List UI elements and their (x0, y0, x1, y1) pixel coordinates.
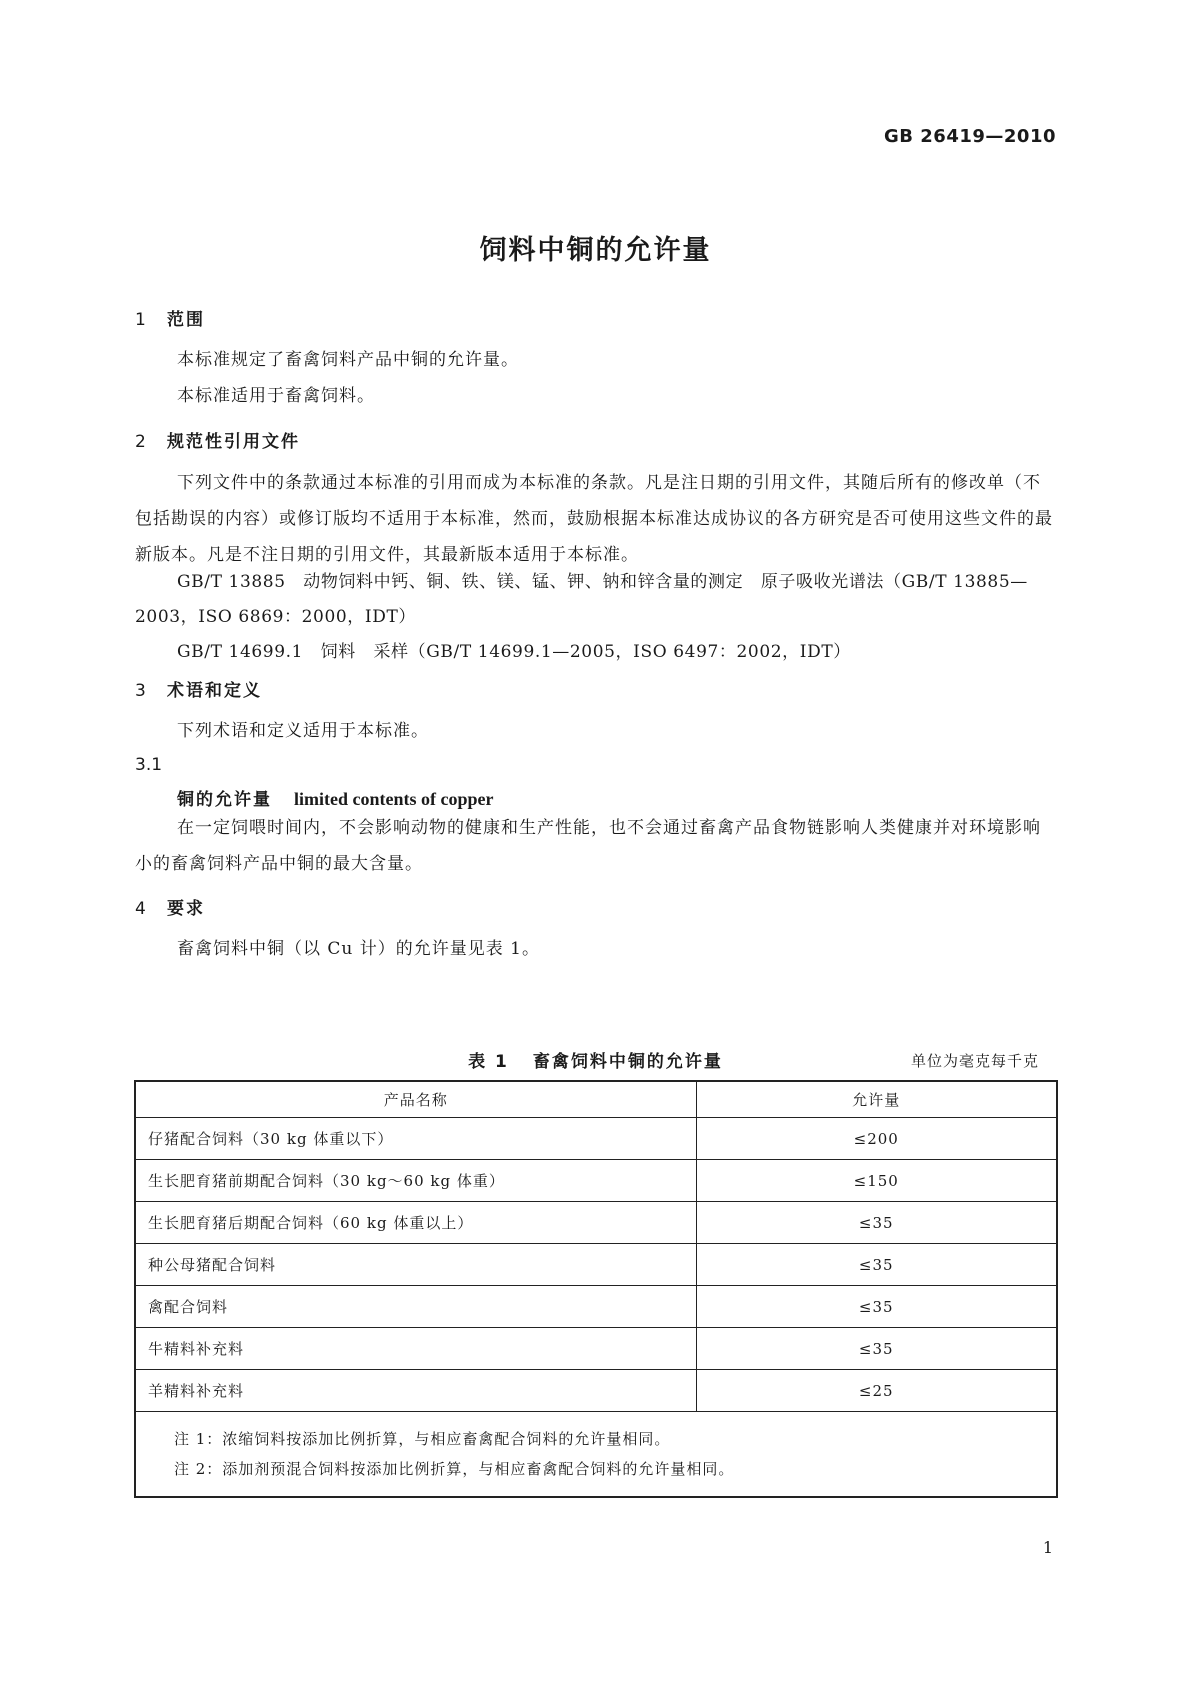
section-2-heading (135, 427, 300, 452)
limit-cell: ≤35 (696, 1202, 1057, 1244)
column-header-product: 产品名称 (135, 1081, 696, 1118)
table-number: 表 1 (468, 1052, 509, 1072)
reference-list (135, 565, 1057, 670)
reference-item: GB/T 13885 动物饲料中钙、铜、铁、镁、锰、钾、钠和锌含量的测定 原子吸收光谱法（GB/T 13885—2003，ISO 6869：2000，IDT） (135, 572, 1028, 627)
table-notes (135, 1412, 1057, 1498)
section-title: 要求 (167, 899, 205, 919)
section-4-intro (135, 931, 1057, 967)
table-row (135, 1370, 1057, 1412)
section-3-heading (135, 676, 262, 701)
limit-cell: ≤200 (696, 1118, 1057, 1160)
table-row (135, 1202, 1057, 1244)
table-note: 注 1：浓缩饲料按添加比例折算，与相应畜禽配合饲料的允许量相同。 (174, 1430, 671, 1448)
table-unit: 单位为毫克每千克 (910, 1052, 1039, 1070)
limit-cell: ≤35 (696, 1328, 1057, 1370)
section-1-body (135, 342, 1057, 414)
table-row (135, 1160, 1057, 1202)
section-2-intro (135, 465, 1057, 573)
limit-cell: ≤35 (696, 1244, 1057, 1286)
section-1-heading (135, 305, 205, 330)
limit-cell: ≤25 (696, 1370, 1057, 1412)
section-number: 4 (135, 899, 148, 919)
section-number: 2 (135, 432, 148, 452)
term-number: 3.1 (135, 755, 163, 775)
section-title: 术语和定义 (167, 681, 262, 701)
product-cell: 牛精料补充料 (135, 1328, 696, 1370)
product-cell: 种公母猪配合饲料 (135, 1244, 696, 1286)
limit-cell: ≤150 (696, 1160, 1057, 1202)
requirements-intro: 畜禽饲料中铜（以 Cu 计）的允许量见表 1。 (177, 939, 540, 959)
references-intro: 下列文件中的条款通过本标准的引用而成为本标准的条款。凡是注日期的引用文件，其随后所有的修改单（不包括勘误的内容）或修订版均不适用于本标准，然而，鼓励根据本标准达成协议的各方研究是否可使用这些文件的最新版本。凡是不注日期的引用文件，其最新版本适用于本标准。 (135, 473, 1053, 565)
copper-limits-table (134, 1080, 1058, 1498)
page-number: 1 (1042, 1538, 1053, 1557)
product-cell: 生长肥育猪后期配合饲料（60 kg 体重以上） (135, 1202, 696, 1244)
section-title: 规范性引用文件 (167, 432, 300, 452)
section-4-heading (135, 894, 205, 919)
product-cell: 仔猪配合饲料（30 kg 体重以下） (135, 1118, 696, 1160)
table-row (135, 1328, 1057, 1370)
product-cell: 禽配合饲料 (135, 1286, 696, 1328)
document-title: 饲料中铜的允许量 (479, 235, 712, 266)
product-cell: 生长肥育猪前期配合饲料（30 kg～60 kg 体重） (135, 1160, 696, 1202)
scope-paragraph: 本标准规定了畜禽饲料产品中铜的允许量。 (177, 350, 519, 370)
term-chinese: 铜的允许量 (177, 790, 272, 810)
term-english: limited contents of copper (294, 789, 494, 809)
section-number: 1 (135, 310, 148, 330)
section-3-intro (135, 713, 1057, 749)
term-entry (177, 785, 493, 810)
table-row (135, 1286, 1057, 1328)
standard-code: GB 26419—2010 (884, 126, 1056, 147)
product-cell: 羊精料补充料 (135, 1370, 696, 1412)
table-row (135, 1118, 1057, 1160)
table-title: 畜禽饲料中铜的允许量 (532, 1052, 723, 1072)
term-definition: 在一定饲喂时间内，不会影响动物的健康和生产性能，也不会通过畜禽产品食物链影响人类健康并对环境影响小的畜禽饲料产品中铜的最大含量。 (135, 818, 1041, 874)
scope-paragraph: 本标准适用于畜禽饲料。 (177, 386, 375, 406)
section-title: 范围 (167, 310, 205, 330)
term-definition-block (135, 810, 1057, 882)
reference-item: GB/T 14699.1 饲料 采样（GB/T 14699.1—2005，ISO 6497：2002，IDT） (177, 642, 851, 662)
terms-intro: 下列术语和定义适用于本标准。 (177, 721, 429, 741)
section-number: 3 (135, 681, 148, 701)
table-note: 注 2：添加剂预混合饲料按添加比例折算，与相应畜禽配合饲料的允许量相同。 (174, 1460, 735, 1478)
table-notes-row (135, 1412, 1057, 1498)
limit-cell: ≤35 (696, 1286, 1057, 1328)
table-header-row (135, 1081, 1057, 1118)
column-header-limit: 允许量 (696, 1081, 1057, 1118)
table-row (135, 1244, 1057, 1286)
